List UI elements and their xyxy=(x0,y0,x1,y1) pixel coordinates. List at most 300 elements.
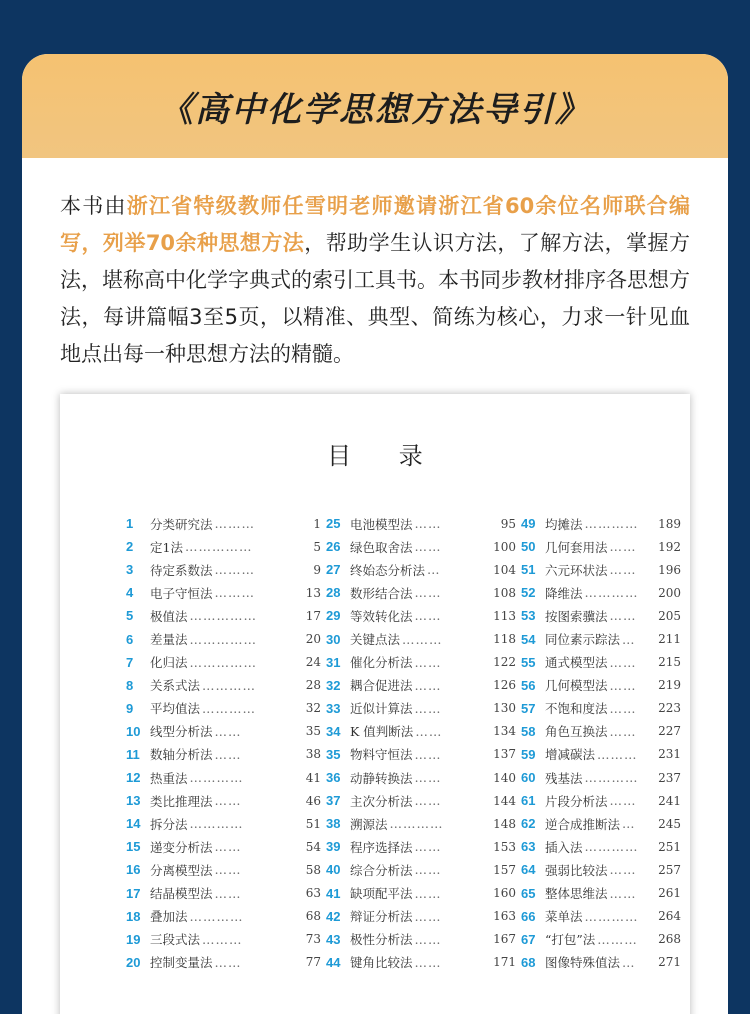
toc-entry-page: 108 xyxy=(493,585,516,600)
card-header xyxy=(22,54,728,158)
toc-entry-leader: …… xyxy=(414,931,442,947)
toc-entry xyxy=(126,743,321,766)
toc-entry-page: 17 xyxy=(305,608,321,623)
toc-entry xyxy=(326,512,516,535)
toc-entry-name: 终始态分析法 xyxy=(350,562,426,578)
toc-entry-page: 144 xyxy=(493,793,516,808)
toc-entry-leader: ……… xyxy=(597,746,638,762)
toc-entry-name: 几何套用法 xyxy=(545,539,608,555)
toc-entry-leader: …… xyxy=(414,862,442,878)
toc-entry-name: 递变分析法 xyxy=(150,839,213,855)
toc-entry-page: 219 xyxy=(658,678,681,693)
toc-entry-number: 54 xyxy=(521,631,536,647)
toc-entry-leader: ………… xyxy=(584,516,639,532)
toc-entry-leader: …… xyxy=(414,516,442,532)
toc-entry-page: 28 xyxy=(305,678,321,693)
toc-entry xyxy=(521,697,681,720)
toc-entry-name: 耦合促进法 xyxy=(350,678,413,694)
toc-entry xyxy=(326,928,516,951)
toc-entry xyxy=(521,604,681,627)
toc-entry-leader: … xyxy=(622,954,636,970)
toc-entry-page: 20 xyxy=(305,632,321,647)
toc-entry-name: 叠加法 xyxy=(150,909,188,925)
toc-entry xyxy=(521,951,681,974)
toc-entry-number: 64 xyxy=(521,862,536,878)
toc-entry xyxy=(126,812,321,835)
toc-entry xyxy=(126,627,321,650)
toc-entry xyxy=(521,512,681,535)
toc-entry xyxy=(126,697,321,720)
toc-entry-number: 60 xyxy=(521,770,536,786)
toc-entry-leader: …… xyxy=(414,793,442,809)
toc-entry-number: 55 xyxy=(521,654,536,670)
toc-entry-leader: ……… xyxy=(202,931,243,947)
toc-entry-leader: …… xyxy=(609,562,637,578)
toc-column-1 xyxy=(126,512,321,974)
toc-entry-name: 电池模型法 xyxy=(350,516,413,532)
toc-entry-number: 28 xyxy=(326,585,341,601)
toc-entry-name: 按图索骥法 xyxy=(545,608,608,624)
toc-entry-name: 结晶模型法 xyxy=(150,886,213,902)
toc-entry-leader: ………… xyxy=(202,700,257,716)
toc-entry-leader: …………… xyxy=(189,631,258,647)
toc-entry-number: 25 xyxy=(326,516,341,532)
toc-entry-name: 控制变量法 xyxy=(150,955,213,971)
toc-entry xyxy=(126,720,321,743)
toc-entry-page: 231 xyxy=(658,747,681,762)
toc-entry-name: 不饱和度法 xyxy=(545,701,608,717)
toc-entry-number: 4 xyxy=(126,585,134,601)
toc-entry xyxy=(521,651,681,674)
toc-entry xyxy=(521,558,681,581)
book-card xyxy=(22,54,728,1014)
toc-entry-number: 35 xyxy=(326,746,341,762)
toc-entry-page: 95 xyxy=(500,516,516,531)
toc-entry xyxy=(126,512,321,535)
toc-entry-page: 35 xyxy=(305,724,321,739)
toc-entry-leader: …… xyxy=(609,793,637,809)
toc-entry-name: “打包”法 xyxy=(545,932,596,948)
toc-entry-name: 平均值法 xyxy=(150,701,201,717)
toc-entry-leader: …… xyxy=(609,677,637,693)
toc-entry xyxy=(521,835,681,858)
toc-entry-name: 差量法 xyxy=(150,632,188,648)
toc-entry-number: 67 xyxy=(521,931,536,947)
toc-entry-name: 菜单法 xyxy=(545,909,583,925)
toc-entry-page: 157 xyxy=(493,862,516,877)
toc-entry-leader: …… xyxy=(414,677,442,693)
toc-entry-number: 40 xyxy=(326,862,341,878)
toc-entry-leader: …… xyxy=(414,700,442,716)
toc-entry-leader: …………… xyxy=(189,608,258,624)
toc-entry-leader: ……… xyxy=(402,631,443,647)
toc-entry xyxy=(521,581,681,604)
toc-entry-name: 插入法 xyxy=(545,839,583,855)
toc-entry-name: 极性分析法 xyxy=(350,932,413,948)
toc-entry xyxy=(326,697,516,720)
toc-entry-page: 100 xyxy=(493,539,516,554)
toc-entry-number: 52 xyxy=(521,585,536,601)
toc-entry xyxy=(126,858,321,881)
toc-entry-leader: ……… xyxy=(214,516,256,532)
toc-entry xyxy=(326,743,516,766)
toc-entry-leader: …… xyxy=(414,839,442,855)
toc-entry-number: 30 xyxy=(326,631,341,647)
intro-paragraph xyxy=(22,158,728,373)
toc-entry xyxy=(126,535,321,558)
toc-entry-leader: ……… xyxy=(597,931,638,947)
toc-entry-number: 39 xyxy=(326,839,341,855)
toc-entry-number: 17 xyxy=(126,885,141,901)
toc-entry-number: 63 xyxy=(521,839,536,855)
toc-entry-name: 线型分析法 xyxy=(150,724,213,740)
toc-title: 目 录 xyxy=(327,442,443,470)
toc-entry-page: 271 xyxy=(658,955,681,970)
toc-entry-name: 降维法 xyxy=(545,585,583,601)
toc-entry-number: 61 xyxy=(521,793,536,809)
toc-entry-name: 整体思维法 xyxy=(545,886,608,902)
toc-entry-number: 44 xyxy=(326,954,341,970)
toc-entry-number: 27 xyxy=(326,562,341,578)
toc-entry-number: 66 xyxy=(521,908,536,924)
toc-page-image xyxy=(60,394,690,1014)
toc-entry-page: 118 xyxy=(493,632,516,647)
toc-entry-number: 18 xyxy=(126,908,141,924)
toc-entry xyxy=(521,674,681,697)
toc-entry-leader: …… xyxy=(214,723,242,739)
toc-entry xyxy=(126,928,321,951)
toc-entry-page: 189 xyxy=(658,516,681,531)
toc-entry-name: 同位素示踪法 xyxy=(545,632,621,648)
toc-entry-name: 定1法 xyxy=(150,539,183,555)
toc-entry-number: 36 xyxy=(326,770,341,786)
toc-entry xyxy=(521,882,681,905)
toc-entry xyxy=(126,835,321,858)
toc-entry-page: 140 xyxy=(493,770,516,785)
toc-entry-name: 程序选择法 xyxy=(350,839,413,855)
toc-entry-leader: …… xyxy=(609,700,637,716)
toc-entry-leader: … xyxy=(427,562,441,578)
toc-entry-leader: … xyxy=(622,816,636,832)
toc-entry xyxy=(326,812,516,835)
toc-entry-page: 148 xyxy=(493,816,516,831)
toc-entry-page: 9 xyxy=(313,562,321,577)
toc-entry-page: 126 xyxy=(493,678,516,693)
toc-entry-leader: …… xyxy=(214,839,242,855)
toc-entry-page: 215 xyxy=(658,655,681,670)
toc-entry xyxy=(126,766,321,789)
toc-entry-leader: …… xyxy=(214,862,242,878)
toc-entry-number: 11 xyxy=(126,746,140,762)
toc-entry-number: 49 xyxy=(521,516,536,532)
toc-entry-page: 5 xyxy=(313,539,321,554)
toc-entry-number: 9 xyxy=(126,700,134,716)
toc-entry-leader: ………… xyxy=(584,908,639,924)
toc-entry-leader: … xyxy=(622,631,636,647)
toc-entry-number: 6 xyxy=(126,631,134,647)
toc-entry xyxy=(521,535,681,558)
toc-entry-page: 104 xyxy=(493,562,516,577)
toc-entry-number: 29 xyxy=(326,608,341,624)
toc-entry-number: 16 xyxy=(126,862,141,878)
toc-entry-leader: …… xyxy=(214,746,242,762)
toc-entry-name: 近似计算法 xyxy=(350,701,413,717)
toc-entry-name: 键角比较法 xyxy=(350,955,413,971)
toc-entry-leader: ………… xyxy=(389,816,444,832)
toc-entry-page: 245 xyxy=(658,816,681,831)
toc-entry xyxy=(521,743,681,766)
toc-entry-leader: …… xyxy=(609,723,637,739)
toc-entry-page: 261 xyxy=(658,886,681,901)
book-title: 《高中化学思想方法导引》 xyxy=(159,89,591,130)
toc-entry-name: 拆分法 xyxy=(150,816,188,832)
toc-entry xyxy=(326,674,516,697)
toc-entry-number: 19 xyxy=(126,931,141,947)
toc-entry-page: 1 xyxy=(313,516,321,531)
toc-entry-number: 13 xyxy=(126,793,141,809)
toc-entry-page: 223 xyxy=(658,701,681,716)
toc-entry-page: 38 xyxy=(305,747,321,762)
toc-entry-leader: …… xyxy=(214,793,242,809)
toc-entry-name: 待定系数法 xyxy=(150,562,213,578)
toc-entry xyxy=(326,858,516,881)
toc-column-3 xyxy=(521,512,681,974)
toc-entry-page: 257 xyxy=(658,862,681,877)
toc-entry-name: 逆合成推断法 xyxy=(545,816,621,832)
toc-entry xyxy=(126,882,321,905)
toc-entry-name: 片段分析法 xyxy=(545,793,608,809)
toc-entry-page: 130 xyxy=(493,701,516,716)
toc-entry-page: 41 xyxy=(305,770,321,785)
toc-entry-number: 41 xyxy=(326,885,341,901)
toc-entry-leader: …… xyxy=(414,539,442,555)
toc-entry xyxy=(126,905,321,928)
toc-entry-leader: …… xyxy=(414,608,442,624)
toc-entry-leader: …… xyxy=(414,746,442,762)
toc-entry-page: 134 xyxy=(493,724,516,739)
toc-entry xyxy=(521,928,681,951)
toc-column-2 xyxy=(326,512,516,974)
toc-entry-name: 电子守恒法 xyxy=(150,585,213,601)
toc-entry-name: 热重法 xyxy=(150,770,188,786)
toc-entry-name: 物料守恒法 xyxy=(350,747,413,763)
toc-entry-leader: …… xyxy=(414,908,442,924)
toc-entry-number: 31 xyxy=(326,654,341,670)
toc-entry-page: 200 xyxy=(658,585,681,600)
toc-entry xyxy=(326,905,516,928)
toc-entry-leader: ………… xyxy=(584,770,639,786)
toc-entry xyxy=(521,766,681,789)
toc-entry-number: 20 xyxy=(126,954,141,970)
toc-entry xyxy=(126,951,321,974)
toc-entry-page: 205 xyxy=(658,608,681,623)
toc-entry-leader: …… xyxy=(415,723,443,739)
toc-entry xyxy=(326,882,516,905)
toc-entry-leader: …… xyxy=(609,608,637,624)
toc-entry-name: 关键点法 xyxy=(350,632,401,648)
toc-entry xyxy=(126,604,321,627)
toc-entry xyxy=(326,581,516,604)
toc-entry-name: 关系式法 xyxy=(150,678,201,694)
toc-entry-number: 7 xyxy=(126,654,134,670)
toc-entry-leader: ………… xyxy=(584,585,639,601)
toc-entry xyxy=(521,720,681,743)
toc-entry-page: 137 xyxy=(493,747,516,762)
toc-entry xyxy=(126,651,321,674)
toc-entry-page: 171 xyxy=(493,955,516,970)
toc-entry xyxy=(326,766,516,789)
toc-entry-name: 溯源法 xyxy=(350,816,388,832)
toc-entry-page: 196 xyxy=(658,562,681,577)
toc-entry xyxy=(126,581,321,604)
toc-entry-leader: ……… xyxy=(214,562,256,578)
toc-entry xyxy=(521,627,681,650)
toc-entry-page: 58 xyxy=(305,862,321,877)
toc-entry-number: 5 xyxy=(126,608,134,624)
toc-entry-number: 50 xyxy=(521,539,536,555)
toc-entry xyxy=(326,604,516,627)
toc-entry-leader: …………… xyxy=(184,539,253,555)
toc-entry-number: 10 xyxy=(126,723,141,739)
toc-entry-page: 163 xyxy=(493,909,516,924)
toc-entry-page: 13 xyxy=(305,585,321,600)
toc-entry-name: 等效转化法 xyxy=(350,608,413,624)
toc-entry-number: 38 xyxy=(326,816,341,832)
toc-entry-number: 33 xyxy=(326,700,341,716)
toc-entry-leader: …… xyxy=(609,862,637,878)
toc-entry-leader: …… xyxy=(214,954,242,970)
toc-entry-number: 51 xyxy=(521,562,536,578)
toc-entry-name: 分离模型法 xyxy=(150,862,213,878)
toc-entry-leader: ………… xyxy=(189,908,244,924)
toc-entry-number: 59 xyxy=(521,746,536,762)
toc-entry-page: 54 xyxy=(305,839,321,854)
toc-entry-number: 12 xyxy=(126,770,141,786)
toc-entry-name: 绿色取舍法 xyxy=(350,539,413,555)
toc-entry-number: 42 xyxy=(326,908,341,924)
toc-entry-number: 65 xyxy=(521,885,536,901)
toc-entry-page: 77 xyxy=(305,955,321,970)
toc-entry-leader: …………… xyxy=(189,654,258,670)
toc-entry-name: 缺项配平法 xyxy=(350,886,413,902)
toc-entry xyxy=(326,720,516,743)
toc-entry xyxy=(521,905,681,928)
toc-entry-name: K 值判断法 xyxy=(350,724,414,740)
toc-entry-number: 14 xyxy=(126,816,141,832)
toc-entry-name: 催化分析法 xyxy=(350,655,413,671)
toc-entry-page: 113 xyxy=(493,608,516,623)
toc-entry xyxy=(521,789,681,812)
toc-entry-leader: …… xyxy=(609,539,637,555)
toc-entry-number: 15 xyxy=(126,839,141,855)
toc-entry-leader: …… xyxy=(414,954,442,970)
intro-lead: 本书由 xyxy=(60,194,127,218)
toc-entry-number: 57 xyxy=(521,700,536,716)
toc-entry-number: 1 xyxy=(126,516,134,532)
toc-entry-page: 237 xyxy=(658,770,681,785)
toc-entry-number: 58 xyxy=(521,723,536,739)
toc-entry-page: 32 xyxy=(305,701,321,716)
toc-entry xyxy=(521,858,681,881)
toc-entry-page: 264 xyxy=(658,909,681,924)
toc-entry-number: 68 xyxy=(521,954,536,970)
toc-entry xyxy=(326,627,516,650)
toc-entry-name: 分类研究法 xyxy=(150,516,213,532)
toc-entry-leader: …… xyxy=(414,585,442,601)
toc-entry-leader: ………… xyxy=(202,677,257,693)
toc-entry-page: 122 xyxy=(493,655,516,670)
toc-entry-page: 153 xyxy=(493,839,516,854)
toc-entry-name: 角色互换法 xyxy=(545,724,608,740)
toc-entry-leader: …… xyxy=(414,770,442,786)
toc-entry-page: 160 xyxy=(493,886,516,901)
toc-entry xyxy=(126,674,321,697)
toc-entry-page: 63 xyxy=(305,886,321,901)
toc-entry-name: 动静转换法 xyxy=(350,770,413,786)
toc-entry-leader: …… xyxy=(609,654,637,670)
toc-entry-number: 56 xyxy=(521,677,536,693)
toc-entry-number: 2 xyxy=(126,539,134,555)
toc-entry-leader: …… xyxy=(609,885,637,901)
toc-entry-leader: …… xyxy=(214,885,242,901)
toc-entry-name: 图像特殊值法 xyxy=(545,955,621,971)
toc-entry-leader: …… xyxy=(414,885,442,901)
toc-entry-leader: ………… xyxy=(584,839,639,855)
toc-columns xyxy=(60,512,690,974)
toc-entry-page: 211 xyxy=(658,632,681,647)
toc-entry-leader: ………… xyxy=(189,770,244,786)
toc-entry-name: 增减碳法 xyxy=(545,747,596,763)
toc-entry-page: 46 xyxy=(305,793,321,808)
toc-entry-page: 167 xyxy=(493,932,516,947)
toc-entry xyxy=(326,535,516,558)
toc-entry-number: 34 xyxy=(326,723,341,739)
toc-entry-name: 强弱比较法 xyxy=(545,862,608,878)
toc-entry xyxy=(521,812,681,835)
toc-entry-leader: …… xyxy=(414,654,442,670)
toc-entry-name: 数轴分析法 xyxy=(150,747,213,763)
toc-entry-number: 32 xyxy=(326,677,341,693)
toc-entry-name: 通式模型法 xyxy=(545,655,608,671)
toc-entry-page: 241 xyxy=(658,793,681,808)
toc-entry-number: 26 xyxy=(326,539,341,555)
toc-entry-name: 极值法 xyxy=(150,608,188,624)
toc-entry-name: 化归法 xyxy=(150,655,188,671)
toc-entry-number: 53 xyxy=(521,608,536,624)
toc-entry-number: 3 xyxy=(126,562,134,578)
toc-entry xyxy=(326,558,516,581)
toc-entry xyxy=(326,951,516,974)
toc-entry xyxy=(326,789,516,812)
toc-entry-page: 73 xyxy=(305,932,321,947)
toc-entry xyxy=(126,789,321,812)
toc-entry-name: 均摊法 xyxy=(545,516,583,532)
toc-entry-page: 192 xyxy=(658,539,681,554)
toc-entry xyxy=(326,651,516,674)
toc-entry-page: 24 xyxy=(305,655,321,670)
toc-entry-name: 几何模型法 xyxy=(545,678,608,694)
toc-entry-name: 辩证分析法 xyxy=(350,909,413,925)
intro-highlight: 浙江省特级教师任雪明老师邀请浙江省60余位名师联合编写，列举70余种思想方法 xyxy=(60,194,691,255)
toc-entry-page: 268 xyxy=(658,932,681,947)
toc-entry-number: 8 xyxy=(126,677,134,693)
intro-rest: ，帮助学生认识方法，了解方法，掌握方法，堪称高中化学字典式的索引工具书。本书同步教材排序各思想方法，每讲篇幅3至5页，以精准、典型、简练为核心，力求一针见血地点出每一种思想方法的精髓。 xyxy=(60,231,690,366)
toc-entry xyxy=(126,558,321,581)
toc-entry-name: 综合分析法 xyxy=(350,862,413,878)
toc-entry-name: 类比推理法 xyxy=(150,793,213,809)
toc-entry-number: 43 xyxy=(326,931,341,947)
toc-entry-page: 68 xyxy=(305,909,321,924)
